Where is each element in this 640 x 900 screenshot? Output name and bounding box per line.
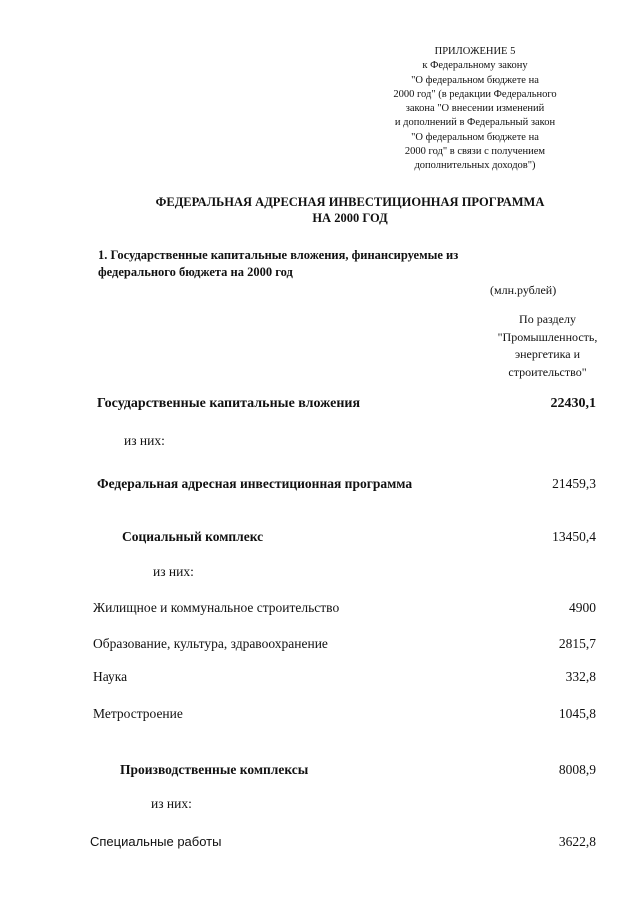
section-heading-line-1: 1. Государственные капитальные вложения, финансируемые из [98, 248, 459, 262]
appendix-line: "О федеральном бюджете на [411, 74, 539, 86]
appendix-line: и дополнений в Федеральный закон [394, 117, 556, 129]
row-label: Производственные комплексы [120, 762, 309, 777]
table-row-housing [0, 600, 640, 622]
table-row-faip [0, 476, 640, 498]
appendix-line: к Федеральному закону [422, 60, 528, 72]
row-value: 2815,7 [558, 636, 596, 651]
row-label: из них: [153, 564, 194, 579]
units-label: (млн.рублей) [490, 283, 557, 297]
row-label: из них: [124, 433, 165, 448]
row-value: 3622,8 [558, 834, 596, 849]
document-title [100, 194, 600, 226]
row-value: 22430,1 [550, 396, 596, 411]
row-label: Метростроение [93, 706, 183, 721]
table-row-subheading [0, 433, 640, 455]
table-row-subheading [0, 564, 640, 586]
table-row-total [0, 396, 640, 418]
table-row-special-works [0, 834, 640, 856]
column-header-line: энергетика и [514, 347, 581, 361]
row-value: 8008,9 [558, 762, 596, 777]
column-header-line: "Промышленность, [497, 329, 598, 344]
row-value: 21459,3 [552, 476, 596, 491]
table-row-social [0, 529, 640, 551]
table-row-metro [0, 706, 640, 728]
appendix-line: "О федеральном бюджете на [411, 131, 539, 143]
appendix-line: 2000 год" (в редакции Федерального [393, 88, 557, 100]
title-line-2: НА 2000 ГОД [312, 211, 388, 225]
row-label: Наука [93, 669, 128, 684]
appendix-line: закона "О внесении изменений [405, 103, 545, 115]
table-row-education [0, 636, 640, 658]
row-value: 13450,4 [552, 529, 596, 544]
title-line-1: ФЕДЕРАЛЬНАЯ АДРЕСНАЯ ИНВЕСТИЦИОННАЯ ПРОГРАММА [155, 195, 545, 209]
appendix-line: ПРИЛОЖЕНИЕ 5 [434, 46, 516, 57]
row-label: Федеральная адресная инвестиционная программа [97, 476, 413, 491]
appendix-line: дополнительных доходов") [414, 160, 536, 172]
row-label: Жилищное и коммунальное строительство [93, 600, 340, 615]
appendix-line: 2000 год" в связи с получением [404, 146, 546, 158]
column-header-line: По разделу [519, 312, 576, 326]
row-value: 4900 [569, 600, 596, 615]
row-value: 332,8 [565, 669, 596, 684]
table-row-production [0, 762, 640, 784]
appendix-note [380, 45, 570, 174]
row-value: 1045,8 [558, 706, 596, 721]
table-row-science [0, 669, 640, 691]
row-label: Государственные капитальные вложения [97, 396, 361, 411]
table-row-subheading [0, 796, 640, 818]
row-label: Специальные работы [90, 834, 222, 849]
column-header [480, 311, 615, 381]
column-header-line: строительство" [508, 364, 587, 379]
row-label: из них: [151, 796, 192, 811]
section-heading-line-2: федерального бюджета на 2000 год [98, 265, 293, 279]
row-label: Образование, культура, здравоохранение [93, 636, 328, 651]
row-label: Социальный комплекс [122, 529, 264, 544]
section-heading [98, 247, 538, 281]
